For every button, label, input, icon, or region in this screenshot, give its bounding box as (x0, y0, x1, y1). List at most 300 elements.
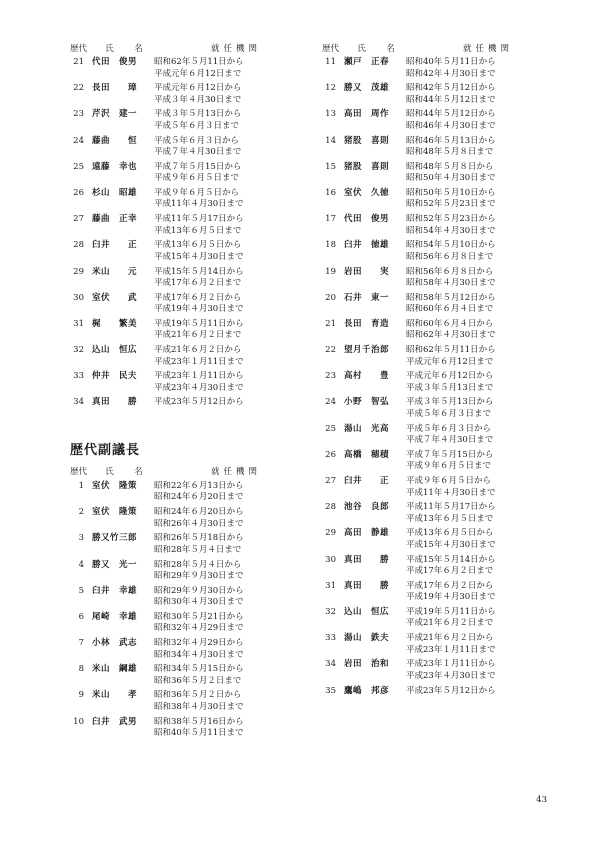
entry-term (406, 659, 552, 682)
term-to: 平成５年６月３日まで (154, 120, 240, 131)
entry-number: 7 (78, 638, 84, 649)
entry-term (154, 612, 300, 635)
left-column (70, 40, 300, 743)
term-from: 平成17年６月２日から (406, 580, 494, 591)
term-to: 平成23年４月30日まで (406, 670, 496, 681)
entry-name: 鷹嶋 邦彦 (344, 685, 390, 696)
entry-term (154, 717, 300, 740)
entry-name: 室伏 久徳 (344, 187, 390, 198)
term-from: 平成23年５月12日から (406, 685, 496, 696)
term-from: 平成23年１月11日から (154, 371, 244, 382)
entry-name: 真田 勝 (344, 554, 390, 565)
list-item (322, 607, 552, 630)
entry-term (406, 162, 552, 185)
entry-number: 23 (73, 109, 84, 120)
entry-number: 2 (78, 507, 84, 518)
entry-name: 湯山 光高 (344, 423, 390, 434)
term-to: 平成13年６月５日まで (406, 513, 494, 524)
term-to: 平成元年６月12日まで (406, 356, 494, 367)
term-from: 昭和26年５月18日から (154, 533, 244, 544)
term-from: 昭和62年５月11日から (154, 57, 244, 67)
term-from: 平成23年１月11日から (406, 659, 496, 670)
term-to: 昭和36年５月２日まで (154, 675, 242, 686)
list-item (70, 214, 300, 237)
list-item (70, 638, 300, 661)
table-header (70, 464, 300, 479)
term-from: 昭和52年５月23日から (406, 214, 496, 225)
list-item (70, 690, 300, 713)
entry-number: 23 (325, 371, 336, 382)
term-to: 平成21年６月２日まで (406, 618, 494, 629)
entry-name: 室伏 隆策 (92, 507, 138, 518)
chair-list (70, 57, 300, 409)
entry-number: 3 (78, 533, 84, 544)
entry-term (406, 188, 552, 211)
term-from: 平成15年５月14日から (154, 266, 244, 277)
page-number: 43 (536, 795, 547, 805)
entry-term (154, 560, 300, 583)
entry-term (154, 136, 300, 159)
entry-number: 6 (78, 611, 84, 622)
entry-term (406, 581, 552, 604)
entry-number: 22 (73, 83, 84, 94)
entry-name: 込山 恒広 (92, 345, 138, 356)
list-item (70, 397, 300, 409)
entry-term (406, 476, 552, 499)
entry-term (406, 319, 552, 342)
entry-number: 8 (78, 664, 84, 675)
term-from: 平成21年６月２日から (406, 633, 494, 644)
term-to: 昭和29年９月30日まで (154, 571, 244, 581)
header-gen: 歴代 (70, 467, 88, 478)
header-term: 就任機関 (462, 43, 513, 54)
list-item (70, 481, 300, 504)
entry-term (406, 424, 552, 447)
term-to: 平成15年４月30日まで (406, 539, 496, 550)
entry-term (154, 533, 300, 556)
entry-term (154, 481, 300, 504)
entry-name: 小野 智弘 (344, 397, 390, 408)
term-from: 昭和56年６月８日から (406, 266, 494, 277)
term-to: 平成19年４月30日まで (154, 304, 244, 315)
entry-name: 臼井 正 (344, 476, 390, 486)
header-name: 氏 名 (105, 467, 149, 478)
entry-number: 27 (325, 476, 336, 486)
entry-number: 1 (78, 480, 84, 491)
term-from: 平成５年６月３日から (406, 423, 492, 434)
entry-number: 30 (325, 554, 336, 565)
list-item (322, 686, 552, 698)
entry-name: 芹沢 建一 (92, 109, 138, 120)
entry-name: 臼井 幸雄 (92, 585, 138, 596)
entry-name: 高橋 穂積 (344, 449, 390, 460)
entry-number: 26 (73, 187, 84, 198)
entry-number: 30 (73, 292, 84, 303)
header-gen: 歴代 (70, 43, 88, 54)
entry-name: 高田 静雄 (344, 528, 390, 539)
entry-number: 22 (325, 345, 336, 356)
header-term: 就任機関 (210, 43, 261, 54)
list-item (70, 136, 300, 159)
list-item (322, 267, 552, 290)
vice-chair-list-right (322, 57, 552, 697)
entry-name: 小林 武志 (92, 638, 138, 649)
list-item (322, 162, 552, 185)
entry-name: 勝又 光一 (92, 559, 138, 570)
term-from: 昭和58年５月12日から (406, 292, 496, 303)
entry-number: 18 (325, 240, 336, 251)
entry-term (154, 83, 300, 106)
term-from: 平成17年６月２日から (154, 292, 242, 303)
header-name: 氏 名 (357, 43, 401, 54)
list-item (70, 57, 300, 80)
entry-number: 28 (325, 502, 336, 513)
entry-name: 杉山 昭雄 (92, 187, 138, 198)
list-item (70, 612, 300, 635)
list-item (322, 659, 552, 682)
term-to: 昭和32年４月29日まで (154, 623, 244, 634)
entry-term (406, 109, 552, 132)
entry-number: 29 (325, 528, 336, 539)
term-from: 昭和24年６月20日から (154, 507, 244, 518)
entry-name: 瀬戸 正春 (344, 57, 390, 67)
term-to: 昭和44年５月12日まで (406, 94, 496, 105)
term-to: 平成元年６月12日まで (154, 68, 242, 79)
entry-number: 14 (325, 135, 336, 146)
entry-term (154, 293, 300, 316)
entry-name: 勝又竹三郎 (92, 533, 138, 544)
term-from: 平成13年６月５日から (154, 240, 242, 251)
term-from: 昭和44年５月12日から (406, 109, 496, 120)
list-item (322, 136, 552, 159)
list-item (70, 267, 300, 290)
list-item (70, 586, 300, 609)
entry-term (154, 638, 300, 661)
entry-number: 33 (73, 371, 84, 382)
entry-term (154, 214, 300, 237)
entry-term (406, 633, 552, 656)
entry-name: 室伏 武 (92, 292, 138, 303)
term-from: 昭和46年５月13日から (406, 135, 496, 146)
term-to: 平成５年６月３日まで (406, 408, 492, 419)
term-from: 昭和34年５月15日から (154, 664, 244, 675)
entry-name: 猪股 喜則 (344, 135, 390, 146)
entry-name: 代田 俊男 (92, 57, 138, 67)
entry-term (406, 240, 552, 263)
list-item (70, 560, 300, 583)
list-item (70, 664, 300, 687)
entry-name: 仲井 民夫 (92, 371, 138, 382)
list-item (322, 397, 552, 420)
term-to: 平成11年４月30日まで (406, 487, 496, 498)
term-from: 昭和50年５月10日から (406, 187, 496, 198)
list-item (322, 502, 552, 525)
term-from: 昭和22年６月13日から (154, 480, 244, 491)
term-from: 平成元年６月12日から (406, 371, 494, 382)
term-from: 昭和29年９月30日から (154, 585, 244, 596)
right-column (322, 40, 552, 700)
entry-number: 24 (325, 397, 336, 408)
entry-term (154, 240, 300, 263)
entry-term (406, 555, 552, 578)
entry-term (406, 397, 552, 420)
entry-term (406, 502, 552, 525)
entry-number: 17 (325, 214, 336, 225)
entry-name: 石井 東一 (344, 292, 390, 303)
entry-term (406, 450, 552, 473)
entry-term (154, 345, 300, 368)
entry-term (154, 109, 300, 132)
list-item (70, 533, 300, 556)
term-to: 昭和46年４月30日まで (406, 120, 496, 131)
entry-number: 5 (78, 585, 84, 596)
term-to: 昭和56年６月８日まで (406, 251, 494, 262)
term-to: 昭和52年５月23日まで (406, 199, 496, 210)
term-from: 平成23年５月12日から (154, 397, 244, 408)
entry-name: 猪股 喜則 (344, 161, 390, 172)
list-item (70, 507, 300, 530)
entry-number: 21 (325, 318, 336, 329)
entry-name: 高田 周作 (344, 109, 390, 120)
term-to: 昭和60年６月４日まで (406, 304, 494, 315)
entry-name: 岩田 実 (344, 266, 390, 277)
entry-number: 9 (78, 690, 84, 701)
entry-name: 藤曲 正幸 (92, 214, 138, 225)
term-from: 平成５年６月３日から (154, 135, 240, 146)
entry-term (154, 188, 300, 211)
list-item (322, 450, 552, 473)
list-item (70, 717, 300, 740)
term-to: 平成23年１月11日まで (154, 356, 244, 367)
entry-number: 34 (325, 659, 336, 670)
list-item (70, 188, 300, 211)
term-to: 昭和50年４月30日まで (406, 173, 496, 184)
entry-number: 29 (73, 266, 84, 277)
entry-number: 32 (73, 345, 84, 356)
entry-term (154, 397, 300, 409)
term-to: 平成７年４月30日まで (154, 147, 242, 158)
table-header (322, 40, 552, 55)
term-to: 平成11年４月30日まで (154, 199, 244, 210)
term-to: 平成15年４月30日まで (154, 251, 244, 262)
term-from: 平成13年６月５日から (406, 528, 494, 539)
entry-name: 米山 元 (92, 266, 138, 277)
entry-number: 26 (325, 449, 336, 460)
term-from: 平成19年５月11日から (406, 606, 496, 617)
entry-number: 21 (73, 57, 84, 67)
entry-term (406, 686, 552, 698)
entry-name: 長田 璋 (92, 83, 138, 94)
term-to: 平成23年１月11日まで (406, 644, 496, 655)
term-from: 昭和38年５月16日から (154, 716, 244, 727)
list-item (70, 371, 300, 394)
entry-name: 尾崎 幸雄 (92, 611, 138, 622)
entry-term (154, 690, 300, 713)
term-to: 平成９年６月５日まで (154, 173, 240, 184)
entry-number: 32 (325, 606, 336, 617)
list-item (322, 476, 552, 499)
term-from: 昭和54年５月10日から (406, 240, 496, 251)
entry-number: 31 (73, 318, 84, 329)
entry-term (406, 214, 552, 237)
term-to: 平成17年６月２日まで (406, 566, 494, 577)
entry-name: 米山 孝 (92, 690, 138, 701)
entry-name: 臼井 徳雄 (344, 240, 390, 251)
term-to: 平成19年４月30日まで (406, 592, 496, 603)
entry-term (406, 136, 552, 159)
entry-name: 室伏 隆策 (92, 480, 138, 491)
entry-term (154, 586, 300, 609)
term-from: 平成15年５月14日から (406, 554, 496, 565)
term-to: 昭和62年４月30日まで (406, 330, 496, 341)
term-from: 平成９年６月５日から (406, 476, 492, 486)
list-item (70, 319, 300, 342)
list-item (70, 83, 300, 106)
entry-term (154, 507, 300, 530)
entry-number: 27 (73, 214, 84, 225)
entry-number: 20 (325, 292, 336, 303)
term-from: 昭和40年５月11日から (406, 57, 496, 67)
list-item (322, 57, 552, 80)
entry-name: 米山 綱雄 (92, 664, 138, 675)
term-from: 平成21年６月２日から (154, 345, 242, 356)
list-item (322, 293, 552, 316)
entry-number: 25 (73, 161, 84, 172)
entry-number: 35 (325, 685, 336, 696)
list-item (322, 633, 552, 656)
term-to: 昭和40年５月11日まで (154, 728, 244, 739)
term-from: 昭和42年５月12日から (406, 83, 496, 94)
entry-name: 池谷 良郎 (344, 502, 390, 513)
term-from: 昭和62年５月11日から (406, 345, 496, 356)
term-from: 平成11年５月17日から (154, 214, 244, 225)
section-title-vice-chairs: 歴代副議長 (70, 442, 141, 458)
term-to: 平成３年４月30日まで (154, 94, 242, 105)
entry-name: 藤曲 恒 (92, 135, 138, 146)
entry-term (154, 267, 300, 290)
entry-term (406, 345, 552, 368)
term-to: 昭和30年４月30日まで (154, 597, 244, 608)
term-from: 平成７年５月15日から (406, 449, 494, 460)
list-item (322, 528, 552, 551)
entry-term (406, 371, 552, 394)
vice-chair-list-left (70, 481, 300, 740)
term-to: 平成13年６月５日まで (154, 225, 242, 236)
term-to: 昭和54年４月30日まで (406, 225, 496, 236)
term-to: 昭和26年４月30日まで (154, 518, 244, 529)
list-item (70, 345, 300, 368)
entry-term (154, 162, 300, 185)
entry-number: 11 (325, 57, 336, 67)
term-from: 昭和48年５月８日から (406, 161, 494, 172)
entry-number: 15 (325, 161, 336, 172)
list-item (322, 555, 552, 578)
term-from: 平成元年６月12日から (154, 83, 242, 94)
list-item (70, 162, 300, 185)
term-from: 平成19年５月11日から (154, 318, 244, 329)
entry-name: 遠藤 幸也 (92, 161, 138, 172)
list-item (322, 371, 552, 394)
entry-name: 勝又 茂雄 (344, 83, 390, 94)
entry-number: 33 (325, 633, 336, 644)
header-gen: 歴代 (322, 43, 340, 54)
term-to: 平成３年５月13日まで (406, 382, 494, 393)
term-from: 平成９年６月５日から (154, 187, 240, 198)
term-from: 昭和28年５月４日から (154, 559, 242, 570)
term-from: 平成３年５月13日から (406, 397, 494, 408)
entry-name: 真田 勝 (92, 397, 138, 408)
entry-number: 25 (325, 423, 336, 434)
entry-term (154, 319, 300, 342)
list-item (322, 345, 552, 368)
term-from: 平成７年５月15日から (154, 161, 242, 172)
entry-number: 4 (78, 559, 84, 570)
entry-term (406, 528, 552, 551)
term-to: 昭和34年４月30日まで (154, 649, 244, 660)
entry-term (406, 57, 552, 80)
entry-term (154, 664, 300, 687)
entry-name: 湯山 鉄夫 (344, 633, 390, 644)
entry-term (406, 83, 552, 106)
entry-number: 24 (73, 135, 84, 146)
entry-term (406, 607, 552, 630)
term-to: 昭和24年６月20日まで (154, 492, 244, 503)
term-to: 平成21年６月２日まで (154, 330, 242, 341)
entry-number: 16 (325, 187, 336, 198)
list-item (322, 319, 552, 342)
term-from: 昭和36年５月２日から (154, 690, 242, 701)
list-item (70, 109, 300, 132)
entry-term (154, 57, 300, 80)
term-to: 平成７年４月30日まで (406, 435, 494, 446)
entry-name: 臼井 武男 (92, 716, 138, 727)
list-item (322, 581, 552, 604)
list-item (70, 240, 300, 263)
list-item (70, 293, 300, 316)
entry-term (406, 267, 552, 290)
term-from: 平成11年５月17日から (406, 502, 496, 513)
entry-number: 34 (73, 397, 84, 408)
term-to: 平成９年６月５日まで (406, 461, 492, 472)
entry-name: 代田 俊男 (344, 214, 390, 225)
list-item (322, 214, 552, 237)
entry-name: 望月千治郎 (344, 345, 390, 356)
entry-name: 込山 恒広 (344, 606, 390, 617)
entry-name: 岩田 治和 (344, 659, 390, 670)
term-to: 昭和42年４月30日まで (406, 68, 496, 79)
list-item (322, 109, 552, 132)
entry-term (406, 293, 552, 316)
table-header (70, 40, 300, 55)
list-item (322, 83, 552, 106)
entry-name: 長田 育造 (344, 318, 390, 329)
term-from: 昭和60年６月４日から (406, 318, 494, 329)
entry-number: 28 (73, 240, 84, 251)
term-from: 平成３年５月13日から (154, 109, 242, 120)
entry-name: 梶 繁美 (92, 318, 138, 329)
entry-number: 10 (73, 716, 84, 727)
entry-name: 真田 勝 (344, 580, 390, 591)
term-from: 昭和32年４月29日から (154, 638, 244, 649)
list-item (322, 188, 552, 211)
entry-number: 12 (325, 83, 336, 94)
entry-number: 13 (325, 109, 336, 120)
term-to: 昭和48年５月８日まで (406, 147, 494, 158)
list-item (322, 240, 552, 263)
term-to: 昭和58年４月30日まで (406, 278, 496, 288)
header-term: 就任機関 (210, 467, 261, 478)
term-to: 平成23年４月30日まで (154, 382, 244, 393)
